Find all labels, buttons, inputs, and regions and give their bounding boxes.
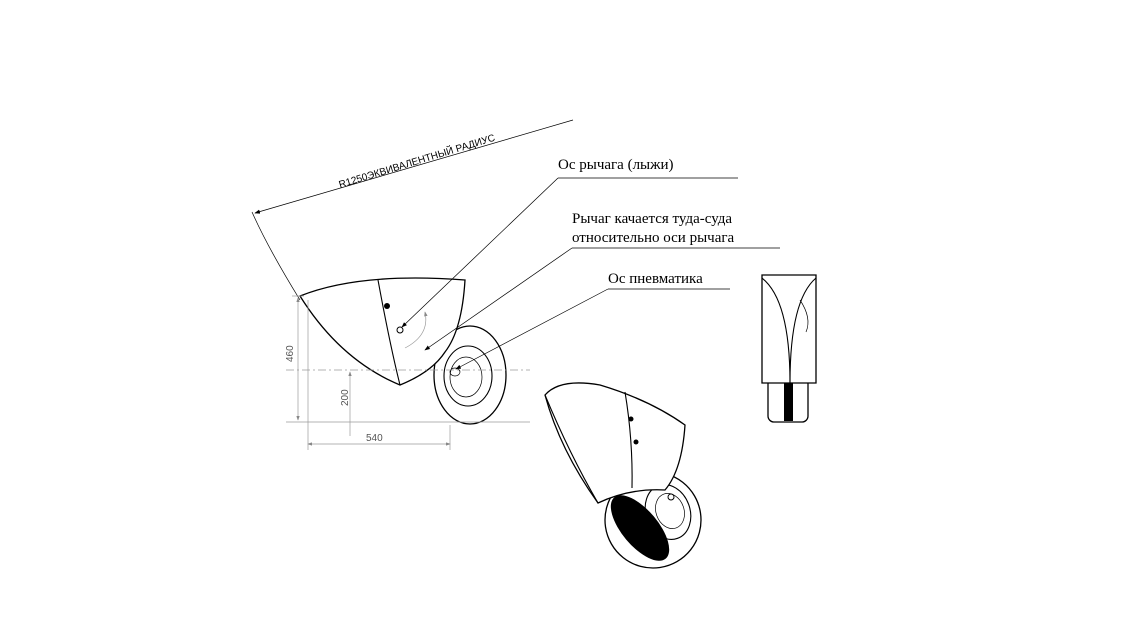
side-view-assembly xyxy=(286,278,530,424)
front-wheel-tread xyxy=(784,380,793,421)
iso-rivet-2 xyxy=(634,440,639,445)
callout-lever-axis-text: Ос рычага (лыжи) xyxy=(558,157,674,173)
dimension-540-label: 540 xyxy=(366,433,383,444)
radius-arc xyxy=(252,212,300,300)
side-rivet xyxy=(384,303,390,309)
dimension-200-label: 200 xyxy=(340,389,351,406)
front-view-assembly xyxy=(762,275,816,422)
callout-wheel-axis-text: Ос пневматика xyxy=(608,271,703,287)
front-fairing xyxy=(762,275,816,383)
callout-lever-swing-text-1: Рычаг качается туда-суда xyxy=(572,211,733,227)
radius-label: R1250ЭКВИВАЛЕНТНЫЙ РАДИУС xyxy=(337,132,497,191)
iso-rivet-1 xyxy=(629,417,634,422)
dimension-460-label: 460 xyxy=(285,345,296,362)
dimension-200 xyxy=(340,372,351,436)
isometric-view-assembly xyxy=(545,383,719,586)
callout-lever-swing-text-2: относительно оси рычага xyxy=(572,230,735,246)
dimension-460 xyxy=(285,296,304,420)
